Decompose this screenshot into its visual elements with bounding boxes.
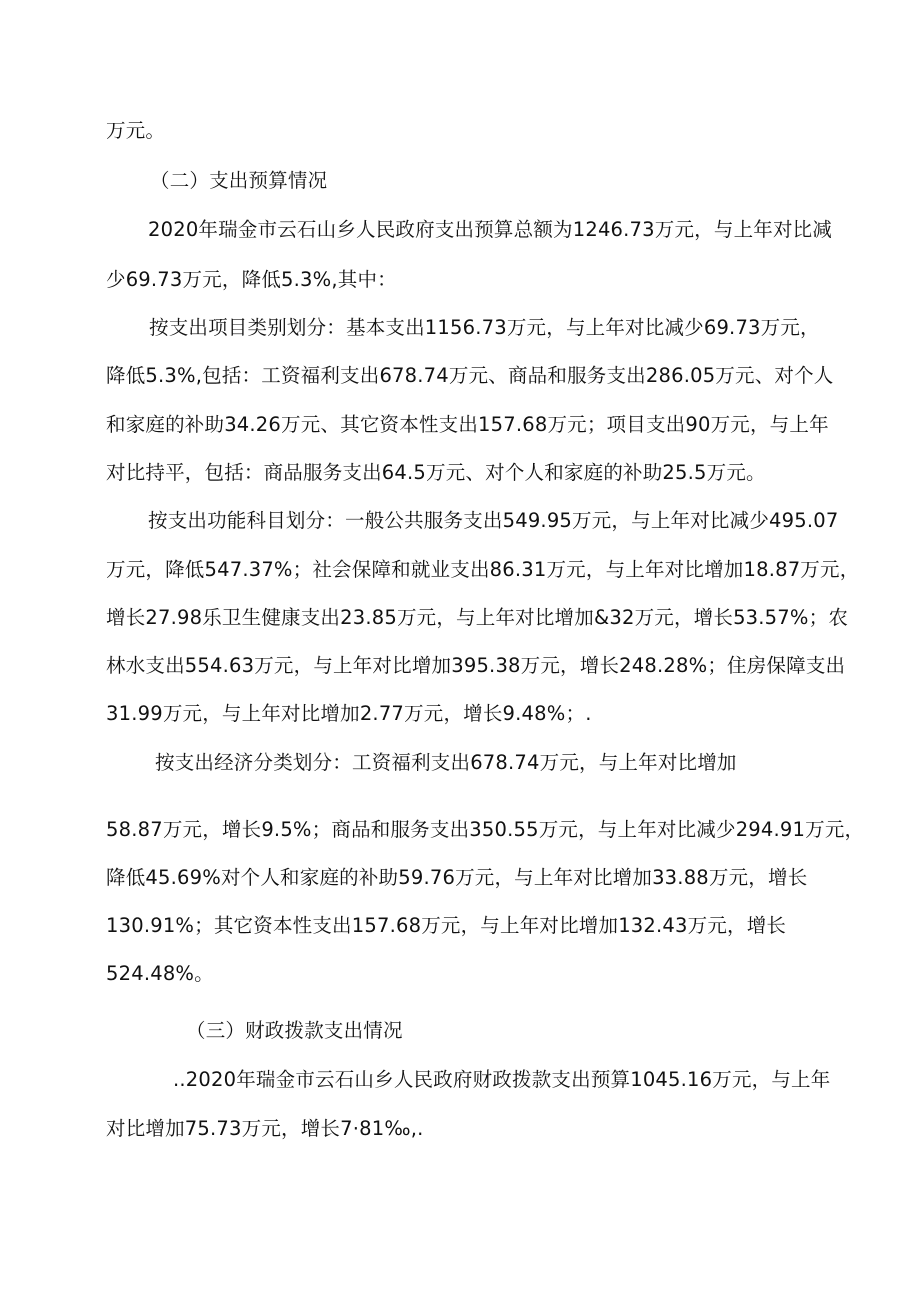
- text-line: 524.48%。: [106, 962, 214, 985]
- text-line: 58.87万元，增长9.5%；商品和服务支出350.55万元，与上年对比减少294.91万元，: [106, 818, 865, 841]
- text-line: 增长27.98乐卫生健康支出23.85万元，与上年对比增加&32万元，增长53.57%；农: [106, 606, 849, 629]
- text-line: 降低45.69%对个人和家庭的补助59.76万元，与上年对比增加33.88万元，增长: [106, 866, 808, 889]
- text-line: 2020年瑞金市云石山乡人民政府支出预算总额为1246.73万元，与上年对比减: [148, 218, 833, 241]
- section-heading: （二）支出预算情况: [150, 169, 328, 192]
- text-line: 万元，降低547.37%；社会保障和就业支出86.31万元，与上年对比增加18.87万元，: [106, 558, 860, 581]
- text-line: 少69.73万元，降低5.3%,其中：: [106, 268, 397, 291]
- text-line: 按支出功能科目划分：一般公共服务支出549.95万元，与上年对比减少495.07: [148, 509, 839, 532]
- text-line: 对比增加75.73万元，增长7·81‰,.: [106, 1117, 424, 1140]
- text-line: 130.91%；其它资本性支出157.68万元，与上年对比增加132.43万元，增长: [106, 914, 787, 937]
- text-line: 31.99万元，与上年对比增加2.77万元，增长9.48%；.: [106, 702, 592, 725]
- text-line: 万元。: [106, 119, 166, 142]
- text-line: 和家庭的补助34.26万元、其它资本性支出157.68万元；项目支出90万元，与上年: [106, 413, 829, 436]
- text-line: 对比持平，包括：商品服务支出64.5万元、对个人和家庭的补助25.5万元。: [106, 461, 766, 484]
- text-line: 按支出项目类别划分：基本支出1156.73万元，与上年对比减少69.73万元，: [149, 316, 820, 339]
- text-line: 林水支出554.63万元，与上年对比增加395.38万元，增长248.28%；住房保障支出: [106, 654, 846, 677]
- text-line: 降低5.3%,包括：工资福利支出678.74万元、商品和服务支出286.05万元、对个人: [106, 364, 834, 387]
- text-line: ..2020年瑞金市云石山乡人民政府财政拨款支出预算1045.16万元，与上年: [173, 1068, 831, 1091]
- text-line: 按支出经济分类划分：工资福利支出678.74万元，与上年对比增加: [155, 751, 737, 774]
- section-heading: （三）财政拨款支出情况: [186, 1019, 403, 1042]
